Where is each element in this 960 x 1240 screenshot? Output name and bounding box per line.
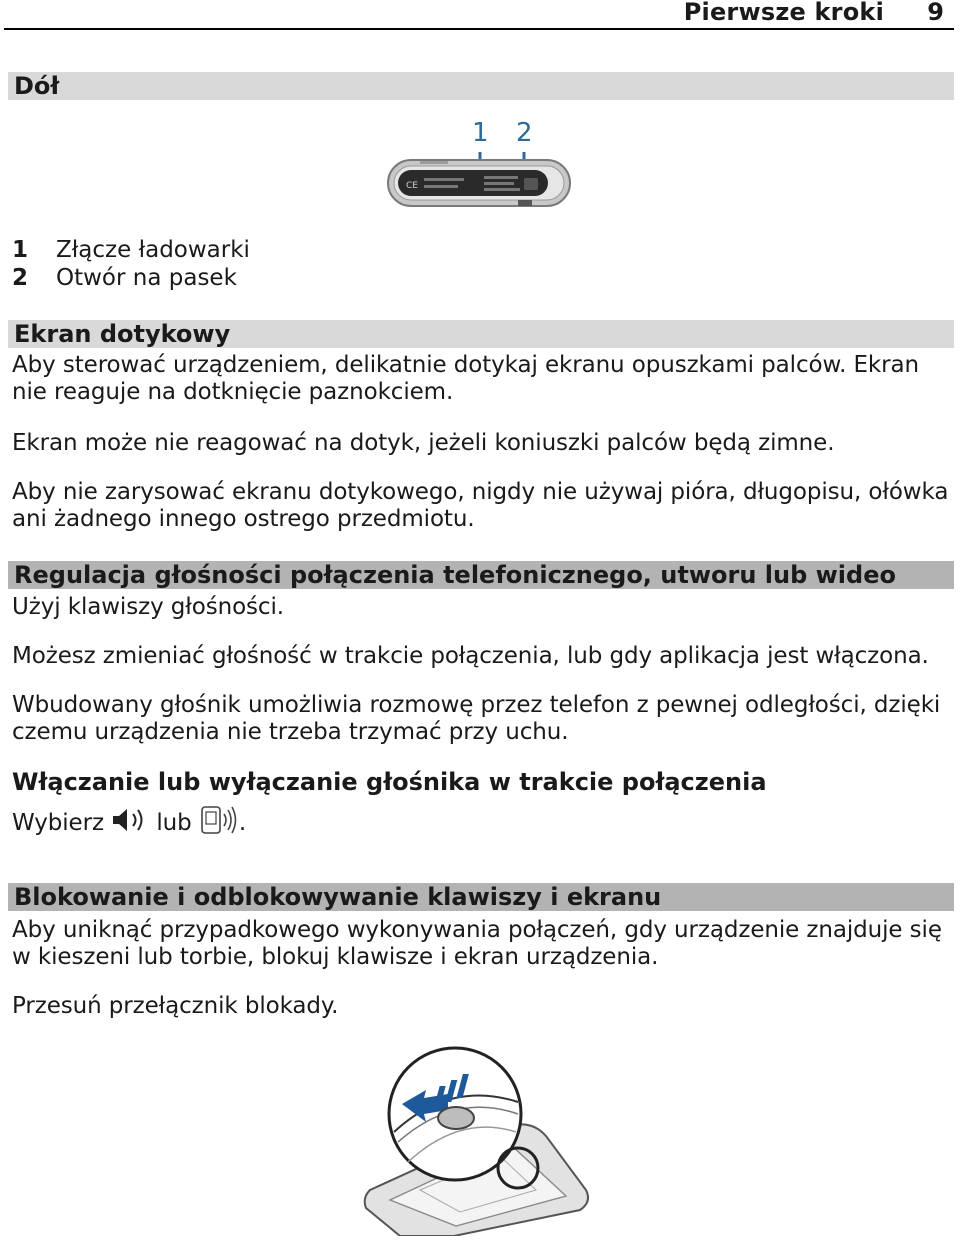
section-heading-volume: Regulacja głośności połączenia telefonicznego, utworu lub wideo bbox=[8, 561, 954, 589]
callout-1: 1 bbox=[472, 118, 489, 148]
lock-switch-illustration bbox=[360, 1040, 600, 1236]
volume-paragraph-1: Użyj klawiszy głośności. bbox=[12, 594, 284, 620]
section-heading-lock: Blokowanie i odblokowywanie klawiszy i ekranu bbox=[8, 883, 954, 911]
touch-paragraph-1: Aby sterować urządzeniem, delikatnie dotykaj ekranu opuszkami palców. Ekran nie reaguje na dotknięcie paznokciem. bbox=[12, 352, 919, 405]
phone-bottom-icon bbox=[384, 118, 574, 214]
speaker-heading: Włączanie lub wyłączanie głośnika w trakcie połączenia bbox=[12, 768, 767, 796]
legend bbox=[12, 236, 250, 292]
volume-paragraph-2: Możesz zmieniać głośność w trakcie połączenia, lub gdy aplikacja jest włączona. bbox=[12, 643, 929, 669]
lock-paragraph-1: Aby uniknąć przypadkowego wykonywania połączeń, gdy urządzenie znajduje się w kieszeni lub torbie, blokuj klawisze i ekran urządzenia. bbox=[12, 917, 942, 970]
running-title: Pierwsze kroki bbox=[683, 0, 884, 26]
legend-item-2: 2 Otwór na pasek bbox=[12, 265, 237, 291]
running-header bbox=[4, 0, 954, 30]
lock-paragraph-2: Przesuń przełącznik blokady. bbox=[12, 993, 339, 1019]
section-heading-bottom: Dół bbox=[8, 72, 954, 100]
svg-text:CE: CE bbox=[406, 181, 418, 191]
phone-bottom-illustration bbox=[384, 118, 574, 214]
speaker-instruction: Wybierz lub . bbox=[12, 804, 952, 843]
touch-paragraph-3: Aby nie zarysować ekranu dotykowego, nigdy nie używaj pióra, długopisu, ołówka ani żadnego innego ostrego przedmiotu. bbox=[12, 479, 949, 532]
section-heading-touch: Ekran dotykowy bbox=[8, 320, 954, 348]
lock-switch-icon bbox=[360, 1040, 600, 1236]
legend-item-1: 1 Złącze ładowarki bbox=[12, 237, 250, 263]
volume-paragraph-3: Wbudowany głośnik umożliwia rozmowę przez telefon z pewnej odległości, dzięki czemu urządzenia nie trzeba trzymać przy uchu. bbox=[12, 692, 941, 745]
touch-paragraph-2: Ekran może nie reagować na dotyk, jeżeli koniuszki palców będą zimne. bbox=[12, 430, 835, 456]
handset-icon[interactable] bbox=[199, 804, 239, 843]
speaker-icon[interactable] bbox=[111, 805, 149, 842]
callout-2: 2 bbox=[516, 118, 533, 148]
page-number: 9 bbox=[927, 0, 944, 26]
